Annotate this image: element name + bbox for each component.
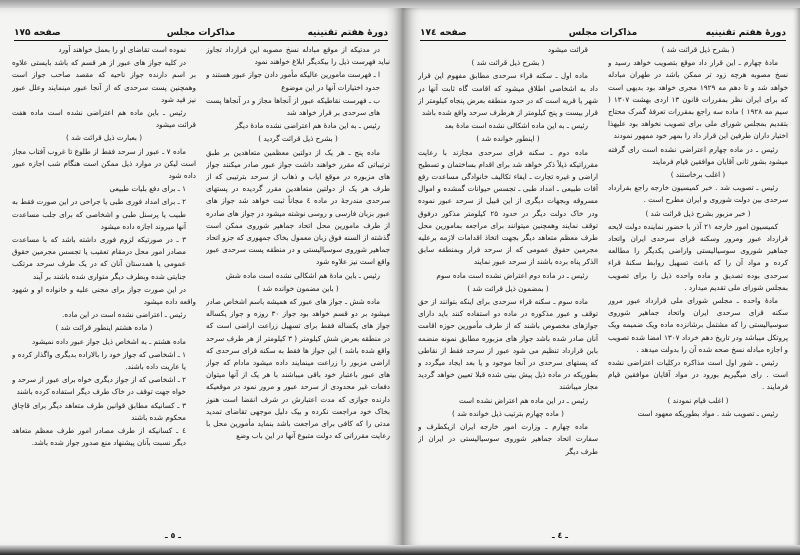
- stage-note: ( ماده چهارم بترتیب ذیل خوانده شد ): [452, 408, 564, 418]
- scan-bottom-edge: [0, 545, 800, 555]
- stage-note: ( بعبارت ذیل قرائت شد ): [66, 133, 142, 143]
- paragraph: در مدتیکه از موقع مبادله نسخ مصوبه این قرارداد تجاوز نباید فهرست ذیل را بیکدیگر ابلاغ خواهند نمود: [206, 45, 390, 67]
- paragraph: رئیس ـ تصویب شد . مواد بطوریکه معهود است: [637, 408, 778, 418]
- page-title: مذاکرات مجلس: [166, 28, 236, 38]
- paragraph: ماده شش ـ جواز های عبور که همیشه باسم اشخاص صادر میشود بر دو قسم خواهد بود جواز ۳۰ روزه و جواز یکساله جواز های یکساله فقط برای تسهیل زراعت اراضی است که در منطقه بعرض شش کیلومتر ( ۳ کیلومتر از هر طرف سرحد واقع شده باشد ) این جواز ها فقط به سکنه قرای سرحدی که اراضی مزبور را زراعت مینمایند داده میشود مادام که جواز های عبور باعتبار خود باقی میباشند با هر یک از آنها میتوان دفعات غیر محدودی از سرحد عبور و مرور نمود در موقعیکه دارنده جوازی که مدت اعتبارش در شرف انقضا است هنوز بخاک خود مراجعت نکرده و بیک دلیل موجهی تقاضای تمدید مدتی را که کافی برای مراجعت باشد بنماید مأمورین محل با رعایت مقرراتی که دولت متبوع آنها در این باب وضع: [206, 297, 390, 441]
- left-column: [12, 44, 196, 528]
- paragraph: مادهٔ چهارم ـ این قرار داد موقع بتصویب خواهد رسید و نسخ مصوبه هرچه زود تر ممکن باشد در طهران مبادله خواهد شد و تا دهم مه ۱۹۲۹ مجری خواهد بود بدیهی است که برای ایران نظر بمقررات قانون ۱۳ اردی بهشت ۱۳۰۷ ( سیم مه ۱۹۲۸ ) ماده سه راجع بمقررات تعرفهٔ گمرک محتاج بتقدیم بمجلس شورای ملی برای تصویب نخواهد بود علیهذا اختیار داران طرفین این قرار داد را بمهر خود ممهور نمودند: [608, 58, 788, 141]
- paragraph: در کلیه جواز های عبور از هر قسم که باشد بایستی علاوه بر اسم دارنده جواز ناحیه که مقصد صاحب جواز است وهمچنین پست سرحدی که از آنجا عبور مینمایند وعلل عبور نیز قید شود: [12, 58, 196, 104]
- stage-note: ( اغلب قیام نمودند ): [667, 395, 729, 405]
- paragraph: رئیس ـ شور اول است مذاکره درکلیات اعتراضی نشده است . رای میگیریم بورود در مواد آقایان موافقین قیام فرمایند .: [608, 358, 788, 392]
- paragraph: رئیس ـ تصویب شد . خبر کمیسیون خارجه راجع بقرارداد سرحدی بین دولت شوروی و ایران مطرح است .: [608, 183, 788, 205]
- page-header: [14, 22, 388, 41]
- paragraph: مادهٔ واحده ـ مجلس شورای ملی قرارداد عبور مرور سکنه قرای سرحدی ایران واتحاد جماهیر شوروی سوسیالیستی را که مشتمل برشانزده ماده ویک ضمیمه ویک پروتکل میباشد ودر تاریخ دهم خرداد ۱۳۰۷ امضا شده تصویب و اجازه مبادله نسخ صحه شده آن را بدولت میدهد .: [608, 296, 788, 354]
- paragraph: رئیس ـ باین مادهٔ هم اشکالی نشده است ماده شش: [225, 270, 380, 280]
- paragraph: ٤ ـ کسانیکه از طرف مصادر امور طرف معظم متعاهد دیگر نسبت بآنان پیشنهاد منع صدور جواز شده باشد.: [12, 426, 186, 448]
- paragraph: ماده اول ـ سکنه قراء سرحدی مطابق مفهوم این قرار داد به اشخاصی اطلاق میشود که اقامت گاه ثابت آنها در شهر یا قریه است که در حدود منطقه بعرض پنجاه کیلومتر از قرار بیست و پنج کیلومتر از هرطرف سرحد واقع شده باشد: [418, 71, 598, 118]
- stage-note: ( بشرح ذیل قرائت گردید ): [258, 134, 338, 144]
- page-title: مذاکرات مجلس: [568, 28, 638, 38]
- paragraph: رئیس ـ اعتراضی نشده است در این ماده.: [62, 310, 186, 320]
- stage-note: ( بشرح ذیل قرائت شد ): [661, 45, 735, 54]
- paragraph: ۱ ـ اشخاصی که جواز خود را بالاراده بدیگری واگذار کرده و یا عاریت داده باشند.: [12, 349, 186, 372]
- paragraph: ماده پنج ـ هر یک از دولتین معظمین متعاهدین بر طبق ترتیباتی که مقرر خواهند داشت جواز عبور صادر میکنند جواز های مزبوره در موقع ایاب و ذهاب از سرحد بترتیبی که از طرف هر یک از دولتین متعاهدین مقرر گردیده در پستهای سرحدی مندرجهٔ در ماده ٤ مجاناً ثبت خواهد شد جواز های عبور بزبان فارسی و روسی نوشته میشود در جواز های صادره از طرف مامورین محل اتحاد جماهیر شوروی ممکن است گذشته از السنه فوق زبان معمول بخاک جمهوری که جزو اتحاد جماهیر شوروی سوسیالیستی و در منطقه پست سرحدی عبور واقع است نیز علاوه شود: [206, 147, 390, 267]
- stage-note: ( باین مضمون خوانده شد ): [257, 283, 339, 293]
- paragraph: رئیس ـ به این مادهٔ هم اعتراضی نشده مادهٔ دیگر: [235, 121, 380, 131]
- left-column: [418, 44, 598, 528]
- stage-note: ( اینطور خوانده شد ): [476, 134, 540, 144]
- paragraph: ماده چهارم ـ وزارت امور خارجه ایران ازیکطرف و سفارت اتحاد جماهیر شوروی سوسیالیستی در ایران از طرف دیگر: [418, 422, 598, 456]
- paragraph: ب ـ فهرست نقاطیکه عبور از آنجاها مجاز و در آنجاها پست های سرحدی بر قرار خواهد شد: [206, 95, 380, 118]
- session-label: دورهٔ هفتم تقنینیه: [307, 28, 388, 38]
- stage-note: ( ماده هشتم اینطور قرائت شد ): [55, 323, 153, 333]
- paragraph: ا ـ فهرست مامورین عالیکه مأمور دادن جواز عبور هستند و حدود اختیارات آنها در این موضوع: [206, 70, 380, 92]
- paragraph: ۳ ـ در صورتیکه لزوم فوری داشته باشد که با مساعدت مصادر امور محل درمقام تعقیب یا تجسس مجرمین حقوق عمومی یا همدستان آنان که در یک طرف سرحد مرتکب جنایتی شده وبطرف دیگر متواری شده باشند بر آیند: [12, 235, 186, 281]
- paragraph: ۲ ـ برای امداد فوری طبی یا جراحی در این صورت فقط به طبیب یا پرسنل طبی و اشخاصی که برای جلب مساعدت آنها میروند اجازه داده میشود: [12, 197, 186, 231]
- paragraph: در این صورت جواز برای مجنی علیه و خانواده او و شهود واقعه داده میشود: [12, 284, 196, 307]
- page-174: [402, 8, 800, 548]
- paragraph: ۳ ـ کسانیکه مطابق قوانین طرف متعاهد دیگر برای قاچاق محکوم شده باشند: [12, 400, 186, 422]
- stage-note: ( اغلب برخاستند ): [670, 170, 726, 180]
- paragraph: ۲ ـ اشخاصی که از جواز دیگری خواه برای عبور از سرحد و خواه جهت توقف در خاک طرف دیگر استفاده کرده باشند: [12, 375, 186, 397]
- paragraph: نموده است تقاضای او را بعمل خواهند آورد: [58, 45, 186, 54]
- page-175: [0, 8, 402, 548]
- paragraph: ۱ ـ برای دفع بلیات طبیعی: [109, 184, 186, 194]
- session-label: دورهٔ هفتم تقنینیه: [705, 28, 786, 38]
- stage-note: ( بمضمون ذیل قرائت شد ): [467, 283, 549, 293]
- paragraph: رئیس ـ به این ماده اشکالی نشده است مادهٔ بعد: [444, 121, 588, 131]
- right-column: [608, 44, 788, 528]
- page-footer: ـ ٥ ـ: [165, 531, 181, 540]
- paragraph: رئیس ـ در این ماده هم اعتراض نشده است: [458, 395, 588, 405]
- stage-note: ( بشرح ذیل قرائت شد ): [471, 58, 545, 68]
- paragraph: کمیسیون امور خارجه ۲۱ آذر با حضور نماینده دولت لایحه قرارداد عبور ومرور وسکنه قرای سرحدی ایران واتحاد جماهیر شوروی سوسیالیستی واراضی یکدیگر را مطالعه کرده و مواد آن را که باعث تسهیل روابط سکنهٔ قراء سرحدی بوده تصدیق و ماده واحده ذیل را برای تصویب بمجلس شورای ملی تقدیم میدارد .: [608, 221, 788, 292]
- right-column: [206, 44, 390, 528]
- page-header: [420, 22, 786, 41]
- paragraph: ماده دوم ـ سکنه قرای سرحدی مجازند با رعایت مقرراتیکه ذیلاً ذکر خواهد شد برای اقدام بساختمان و تسطیح اراضی و غیره تجارت ـ ایفاء تکالیف خانوادگی مساعدت رفع آفات طبیعی ـ امداد طبی ـ تجسس حیوانات گمشده و اموال مسروقه وبجهات دیگری از این قبیل از سرحد عبور نموده ودر خاک دولت دیگر در حدود ۲۵ کیلومتر مذکور درفوق توقف نمایند وهمچنین میتوانند برای مراجعه بمامورین محل طرف معظم متعاهد دیگر بجهت اتخاذ اقدامات لازمه برعلیه مجرمین حقوق عمومی که از سرحد فرار وبمنطقه سابق الذکر پناه برده باشند از سرحد عبور نمایند: [418, 147, 598, 267]
- paragraph: رئیس ـ در ماده چهارم اعتراضی نشده است رای گرفته میشود بشور ثانی آقایان موافقین قیام فرمایند: [608, 144, 788, 166]
- paragraph: قرائت میشود: [547, 45, 588, 54]
- paragraph: رئیس ـ باین ماده هم اعتراضی نشده است ماده هفت قرائت میشود: [12, 108, 196, 130]
- page-number: صفحه ۱۷۵: [14, 28, 61, 38]
- page-number: صفحه ۱۷٤: [420, 28, 467, 38]
- paragraph: ماده سوم ـ سکنه قراء سرحدی برای اینکه بتوانند از حق توقف و عبور مذکوره در ماده دو استفاده کنند باید دارای جوازهای مخصوص باشند که از طرف مأمورین حوزه اقامت آنان صادر شده باشد جواز های مزبوره مطابق نمونه منضمه بابن قرارداد تنظیم می شود عبور از سرحد فقط از نقاطی که پستهای سرحدی در آنجا موجود و یا بعد ایجاد میگردد و بطوریکه در ماده ذیل پیش بینی شده قبلا تعیین خواهد گردید مجاز میباشند: [418, 297, 598, 392]
- paragraph: ماده ۷ ـ عبور از سرحد فقط از طلوع تا غروب آفتاب مجاز است لیکن در موارد ذیل ممکن است هنگام شب اجازه عبور داده شود: [12, 146, 196, 181]
- paragraph: رئیس ـ در ماده دوم اعتراض نشده است ماده سوم: [436, 270, 588, 280]
- page-footer: ـ ٤ ـ: [552, 531, 568, 540]
- stage-note: ( خبر مزبور بشرح ذیل قرائت شد ): [645, 208, 751, 218]
- paragraph: ماده هشتم ـ به اشخاص ذیل جواز عبور داده نمیشود: [32, 336, 186, 346]
